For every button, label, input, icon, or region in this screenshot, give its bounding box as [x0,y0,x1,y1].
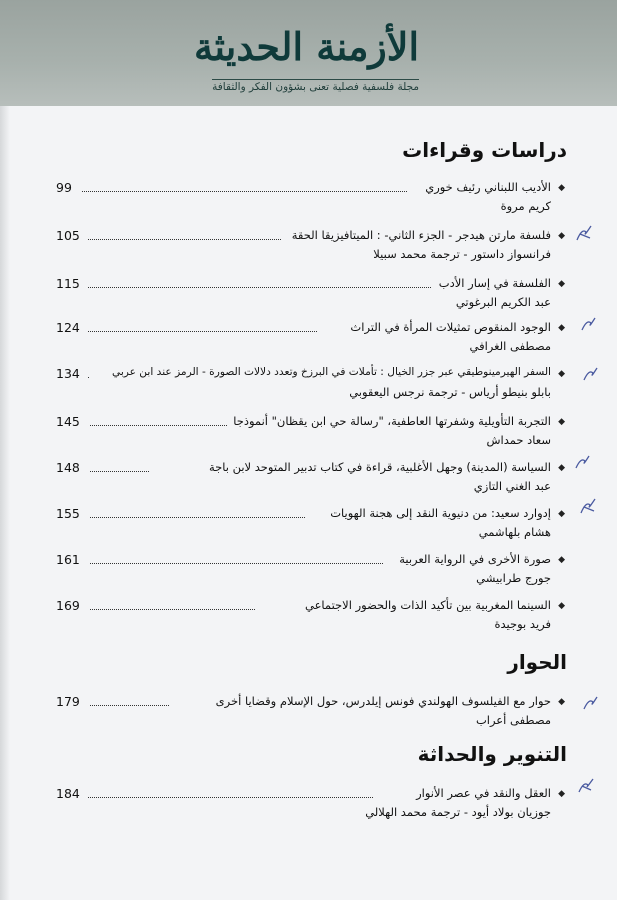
section-title-studies: دراسات وقراءات [402,138,567,162]
entry-author: مصطفى أعراب [475,713,551,727]
diamond-bullet-icon: ◆ [558,601,565,611]
toc-entry [56,228,567,266]
entry-author: جورج طرابيشي [476,571,551,585]
pencil-check-mark-icon [578,495,600,517]
entry-title: السينما المغربية بين تأكيد الذات والحضور الاجتماعي [304,598,551,612]
dot-leader [88,796,373,798]
entry-title: الفلسفة في إسار الأدب [438,276,551,290]
entry-author: جوزيان بولاد أيود - ترجمة محمد الهلالي [365,805,551,819]
entry-title: الأديب اللبناني رئيف خوري [425,180,551,194]
entry-title: إدوارد سعيد: من دنيوية النقد إلى هجنة الهويات [330,506,551,520]
entry-page-number: 169 [56,598,80,613]
entry-page-number: 179 [56,694,80,709]
dot-leader [90,424,227,426]
entry-title: فلسفة مارتن هيدجر - الجزء الثاني- : الميتافيزيقا الحقة [291,228,551,242]
entry-page-number: 145 [56,414,80,429]
toc-entry [56,366,567,404]
entry-page-number: 99 [56,180,72,195]
entry-title: الوجود المنقوص تمثيلات المرأة في التراث [350,320,551,334]
dot-leader [88,238,281,240]
toc-entry [56,276,567,314]
dot-leader [88,376,89,378]
entry-author: عبد الكريم البرغوتي [455,295,551,309]
toc-entry [56,598,567,636]
entry-page-number: 184 [56,786,80,801]
dot-leader [88,286,431,288]
entry-title: السياسة (المدينة) وجهل الأغلبية، قراءة في كتاب تدبير المتوحد لابن باجة [208,460,551,474]
entry-page-number: 161 [56,552,80,567]
entry-title: حوار مع الفيلسوف الهولندي فونس إيلدرس، حول الإسلام وقضايا أخرى [215,694,551,708]
entry-page-number: 115 [56,276,80,291]
diamond-bullet-icon: ◆ [558,697,565,707]
dot-leader [90,470,149,472]
diamond-bullet-icon: ◆ [558,509,565,519]
section-title-enlightenment: التنوير والحداثة [417,742,567,766]
entry-author: هشام بلهاشمي [478,525,551,539]
pencil-check-mark-icon [580,365,600,383]
pencil-check-mark-icon [578,315,598,333]
entry-page-number: 134 [56,366,80,381]
pencil-check-mark-icon [580,693,600,713]
diamond-bullet-icon: ◆ [558,369,565,379]
dot-leader [88,330,317,332]
masthead [0,0,617,106]
toc-entry [56,786,567,824]
magazine-title: الأزمنة الحديثة [193,24,419,69]
dot-leader [90,704,169,706]
entry-page-number: 155 [56,506,80,521]
pencil-check-mark-icon [576,776,596,796]
entry-title: التجربة التأويلية وشفرتها العاطفية، "رسالة حي ابن يقظان" أنموذجا [233,414,551,428]
entry-author: عبد الغني التازي [473,479,551,493]
diamond-bullet-icon: ◆ [558,789,565,799]
dot-leader [82,190,407,192]
entry-title: السفر الهيرمينوطيقي عبر جزر الخيال : تأملات في البرزخ وتعدد دلالات الصورة - الرمز عند ابن عربي [112,366,551,378]
magazine-subtitle: مجلة فلسفية فصلية تعنى بشؤون الفكر والثقافة [212,81,419,93]
diamond-bullet-icon: ◆ [558,555,565,565]
entry-author: فرانسواز داستور - ترجمة محمد سبيلا [373,247,551,261]
diamond-bullet-icon: ◆ [558,463,565,473]
toc-entry [56,506,567,544]
entry-author: بابلو بنيطو أرياس - ترجمة نرجس اليعقوبي [349,385,551,399]
diamond-bullet-icon: ◆ [558,231,565,241]
entry-title: صورة الأخرى في الرواية العربية [399,552,551,566]
toc-entry [56,460,567,498]
diamond-bullet-icon: ◆ [558,183,565,193]
dot-leader [90,516,305,518]
entry-title: العقل والنقد في عصر الأنوار [416,786,551,800]
dot-leader [90,562,383,564]
toc-entry [56,414,567,452]
entry-author: مصطفى الغرافي [469,339,551,353]
entry-page-number: 124 [56,320,80,335]
diamond-bullet-icon: ◆ [558,279,565,289]
entry-page-number: 148 [56,460,80,475]
entry-author: سعاد حمداش [486,433,551,447]
toc-entry [56,320,567,358]
page-edge-shadow [0,0,10,900]
pencil-check-mark-icon [574,222,594,244]
toc-entry [56,180,567,218]
dot-leader [90,608,255,610]
diamond-bullet-icon: ◆ [558,417,565,427]
pencil-check-mark-icon [572,452,592,472]
toc-entry [56,552,567,590]
entry-author: كريم مروة [500,199,551,213]
entry-author: فريد بوجيدة [494,617,551,631]
diamond-bullet-icon: ◆ [558,323,565,333]
toc-entry [56,694,567,732]
section-title-dialogue: الحوار [507,650,567,674]
entry-page-number: 105 [56,228,80,243]
